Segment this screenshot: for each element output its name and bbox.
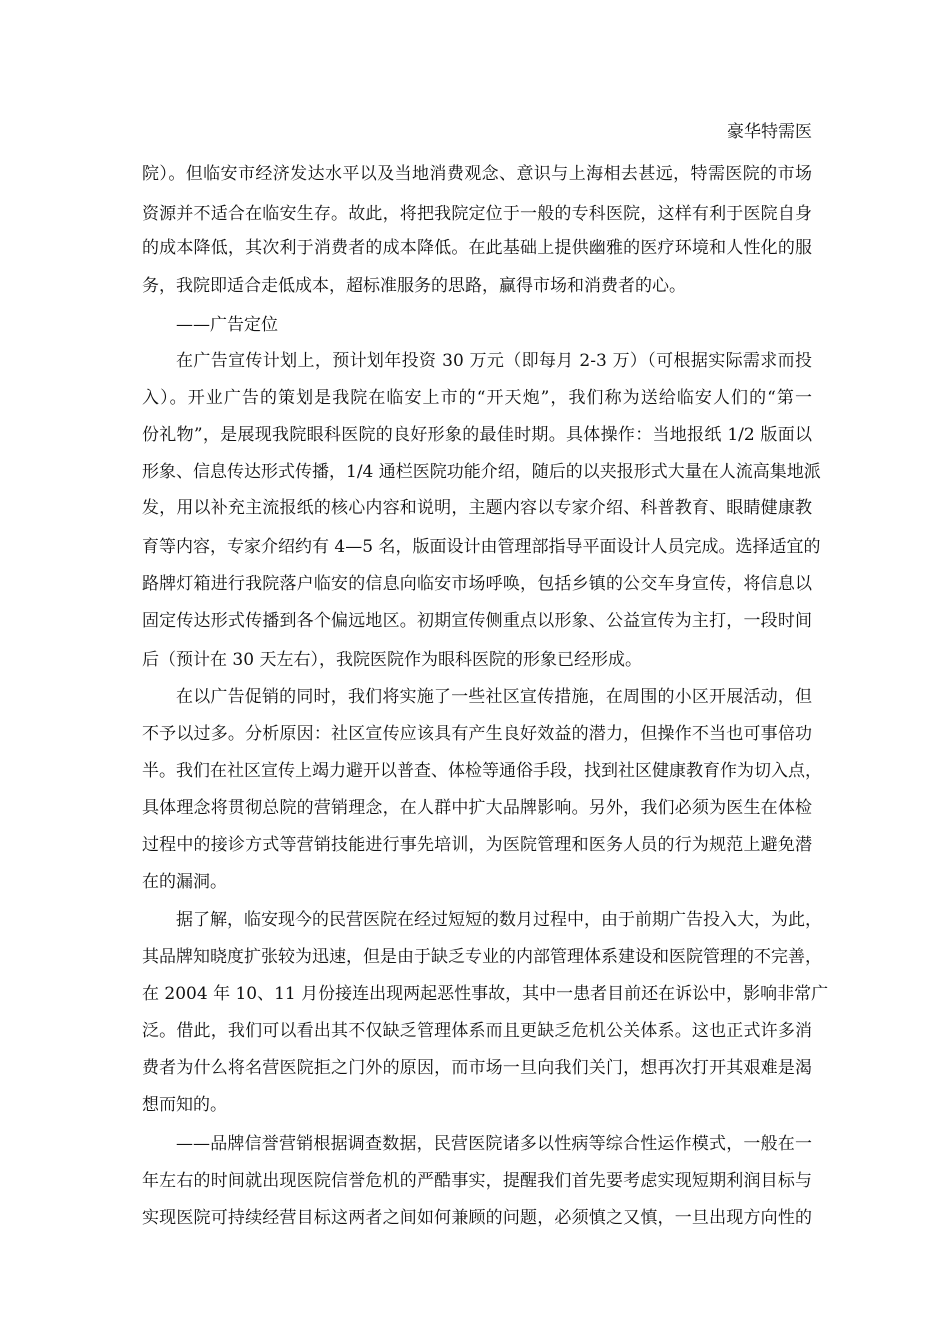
text-line: 年左右的时间就出现医院信誉危机的严酷事实，提醒我们首先要考虑实现短期利润目标与 <box>142 1171 812 1191</box>
text-line: 院）。但临安市经济发达水平以及当地消费观念、意识与上海相去甚远，特需医院的市场 <box>142 164 812 184</box>
text-line: 在广告宣传计划上，预计划年投资 30 万元（即每月 2-3 万）（可根据实际需求而投 <box>176 351 812 371</box>
text-line: 资源并不适合在临安生存。故此，将把我院定位于一般的专科医院，这样有利于医院自身 <box>142 204 812 224</box>
text-line: 在 2004 年 10、11 月份接连出现两起恶性事故，其中一患者目前还在诉讼中，影响非常广 <box>142 984 829 1004</box>
text-line: 形象、信息传达形式传播，1/4 通栏医院功能介绍，随后的以夹报形式大量在人流高集地派 <box>142 462 821 482</box>
text-line: 不予以过多。分析原因：社区宣传应该具有产生良好效益的潜力，但操作不当也可事倍功 <box>142 724 812 744</box>
text-line: 过程中的接诊方式等营销技能进行事先培训，为医院管理和医务人员的行为规范上避免潜 <box>142 835 812 855</box>
text-line: 育等内容，专家介绍约有 4—5 名，版面设计由管理部指导平面设计人员完成。选择适宜的 <box>142 537 821 557</box>
text-line: 在的漏洞。 <box>142 872 227 892</box>
text-line: 想而知的。 <box>142 1095 227 1115</box>
text-line: 务，我院即适合走低成本，超标准服务的思路，赢得市场和消费者的心。 <box>142 276 686 296</box>
text-line: ——品牌信誉营销根据调查数据，民营医院诸多以性病等综合性运作模式，一般在一 <box>176 1134 812 1154</box>
text-line: 发，用以补充主流报纸的核心内容和说明，主题内容以专家介绍、科普教育、眼睛健康教 <box>142 498 812 518</box>
text-line: 路牌灯箱进行我院落户临安的信息向临安市场呼唤，包括乡镇的公交车身宣传，将信息以 <box>142 574 812 594</box>
section-heading: ——广告定位 <box>176 315 278 335</box>
text-line: 固定传达形式传播到各个偏远地区。初期宣传侧重点以形象、公益宣传为主打，一段时间 <box>142 611 812 631</box>
text-line: 据了解，临安现今的民营医院在经过短短的数月过程中，由于前期广告投入大，为此， <box>176 910 822 930</box>
text-line: 半。我们在社区宣传上竭力避开以普查、体检等通俗手段，找到社区健康教育作为切入点， <box>142 761 822 781</box>
text-line: 其品牌知晓度扩张较为迅速，但是由于缺乏专业的内部管理体系建设和医院管理的不完善， <box>142 947 822 967</box>
text-line: 豪华特需医 <box>727 122 812 142</box>
text-line: 在以广告促销的同时，我们将实施了一些社区宣传措施，在周围的小区开展活动，但 <box>176 687 812 707</box>
text-line: 入）。开业广告的策划是我院在临安上市的“开天炮”，我们称为送给临安人们的“第一 <box>142 388 812 408</box>
text-line: 后（预计在 30 天左右），我院医院作为眼科医院的形象已经形成。 <box>142 650 642 670</box>
text-line: 份礼物”，是展现我院眼科医院的良好形象的最佳时期。具体操作：当地报纸 1/2 版面以 <box>142 425 812 445</box>
text-line: 的成本降低，其次利于消费者的成本降低。在此基础上提供幽雅的医疗环境和人性化的服 <box>142 238 812 258</box>
text-line: 实现医院可持续经营目标这两者之间如何兼顾的问题，必须慎之又慎，一旦出现方向性的 <box>142 1208 812 1228</box>
text-line: 具体理念将贯彻总院的营销理念，在人群中扩大品牌影响。另外，我们必须为医生在体检 <box>142 798 812 818</box>
text-line: 泛。借此，我们可以看出其不仅缺乏管理体系而且更缺乏危机公关体系。这也正式许多消 <box>142 1021 812 1041</box>
text-line: 费者为什么将名营医院拒之门外的原因，而市场一旦向我们关门，想再次打开其艰难是渴 <box>142 1058 812 1078</box>
